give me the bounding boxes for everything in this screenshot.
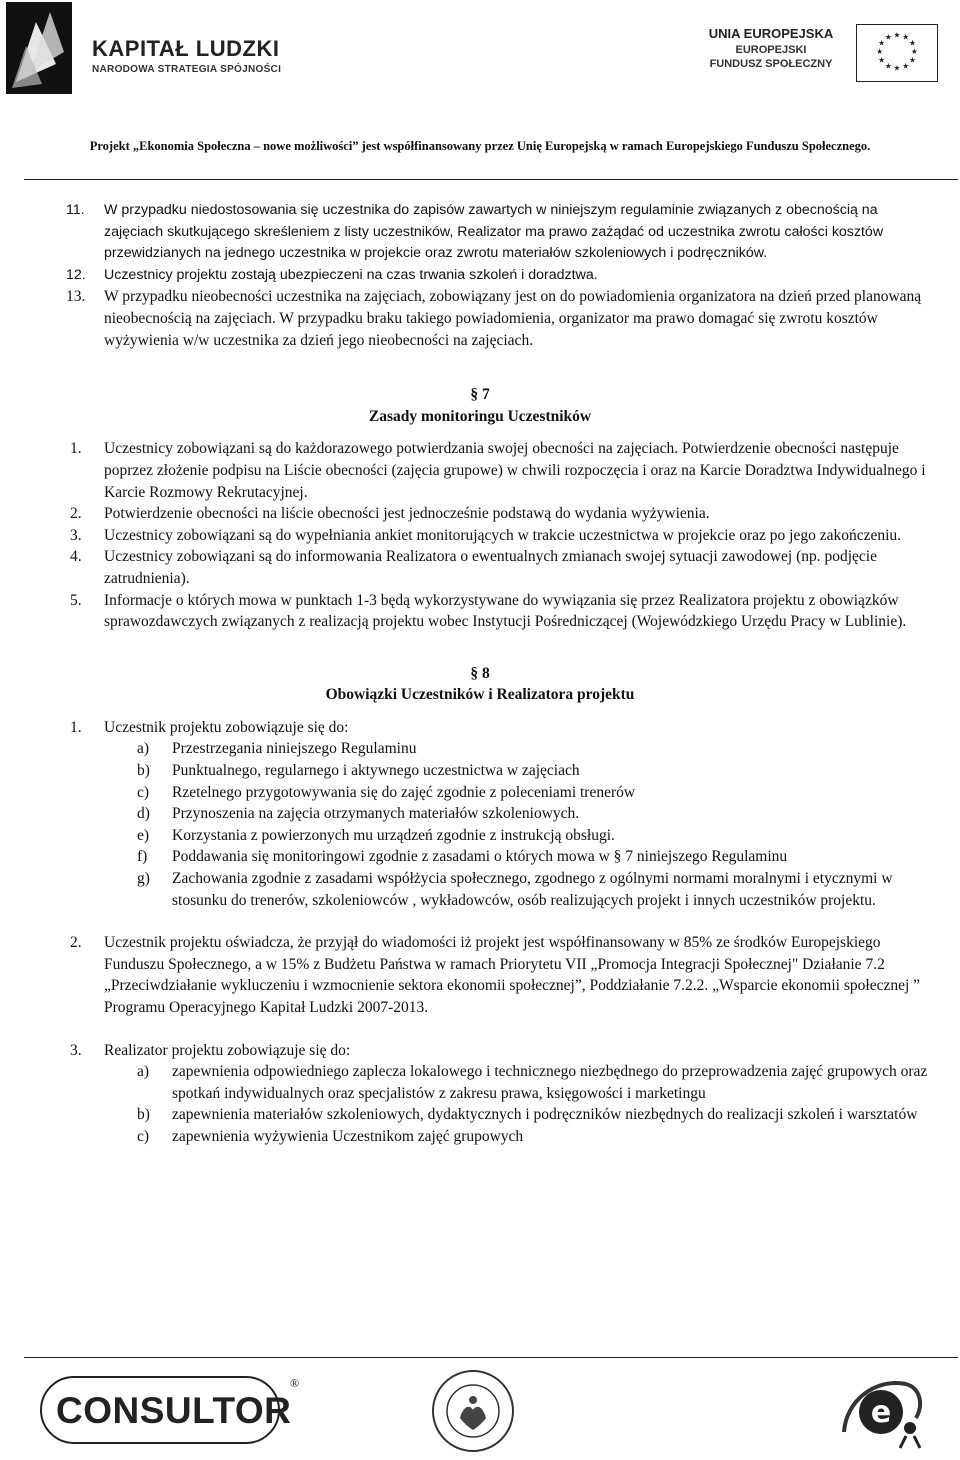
list-item [0,590,930,633]
sub-item [0,1061,930,1104]
kapital-ludzki-emblem-icon [6,2,72,94]
section-7-number: § 7 [470,386,490,404]
consultor-logo-text: CONSULTOR [56,1390,292,1431]
sub-item [0,846,930,868]
charity-badge-icon [430,1368,516,1454]
list-item [0,286,930,351]
svg-text:★: ★ [902,61,910,71]
item-number: 1. [70,440,82,458]
sub-item-text: zapewnienia odpowiedniego zaplecza lokalowego i technicznego niezbędnego do przeprowadzenia zajęć grupowych oraz spotkań indywidualnych oraz specjalistów z zakresu prawa, księgowości i marketingu [172,1063,928,1102]
eu-logo-line3: FUNDUSZ SPOŁECZNY [709,58,833,70]
list-item [0,265,930,287]
sub-item-text: Przynoszenia na zajęcia otrzymanych materiałów szkoleniowych. [172,805,580,823]
item-number: 11. [66,202,85,218]
eu-logo-line2: EUROPEJSKI [735,44,807,56]
svg-text:★: ★ [878,55,886,65]
svg-text:★: ★ [876,46,884,56]
item-number: 4. [70,548,82,566]
sub-item-text: Rzetelnego przygotowywania się do zajęć zgodnie z poleceniami trenerów [172,783,636,801]
sub-item-label: b) [137,762,150,780]
sub-item-label: c) [137,783,150,801]
list-item [0,525,930,547]
section-7-title: Zasady monitoringu Uczestników [368,407,592,425]
sub-item-label: a) [137,740,150,758]
svg-text:e: e [870,1395,892,1430]
item-text: Potwierdzenie obecności na liście obecności jest jednocześnie podstawą do wydania wyżywienia. [104,505,710,523]
page-header [0,0,960,153]
item-number: 2. [70,505,82,523]
eu-logo [700,24,940,84]
sub-item-label: e) [137,826,150,844]
list-item [0,200,930,265]
eu-flag-icon [856,24,938,82]
sub-item-text: zapewnienia materiałów szkoleniowych, dydaktycznych i podręczników niezbędnych do realizacji szkoleń i warsztatów [172,1106,918,1124]
sub-item-label: g) [137,870,150,888]
sub-item [0,825,930,847]
kapital-ludzki-title: KAPITAŁ LUDZKI [92,36,280,61]
sub-item-label: c) [137,1127,150,1145]
sub-item [0,1104,930,1126]
kapital-ludzki-subtitle: NARODOWA STRATEGIA SPÓJNOŚCI [92,64,282,75]
sub-item [0,1126,930,1148]
item-number: 5. [70,591,82,609]
sub-item-label: b) [137,1106,150,1124]
sub-item-text: Punktualnego, regularnego i aktywnego uczestnictwa w zajęciach [172,762,580,780]
item-text: Uczestnicy zobowiązani są do każdorazowego potwierdzania swojej obecności na zajęciach. Potwierdzenie obecności następuje poprzez złożenie podpisu na Liście obecności (zajęcia grupowe) w chwili rozpoczęcia i oraz na Karcie Doradztwa Indywidualnego i Karcie Rozmowy Rekrutacyjnej. [104,440,926,501]
sub-item [0,803,930,825]
regulation-content [0,200,960,1148]
item-text: W przypadku niedostosowania się uczestnika do zapisów zawartych w niniejszym regulaminie związanych z obecnością na zajęciach skutkującego skreśleniem z listy uczestników, Realizator ma prawo zażądać od uczestnika zwrotu całości kosztów przewidzianych na jednego uczestnika w projekcie oraz zwrotu materiałów szkoleniowych i podręczników. [104,202,884,262]
item-number: 1. [70,718,82,736]
svg-text:★: ★ [884,32,892,42]
svg-text:★: ★ [910,46,918,56]
svg-text:★: ★ [908,55,916,65]
svg-text:★: ★ [884,61,892,71]
section-8-number: § 8 [470,664,490,682]
footer-divider [24,1357,958,1358]
section-8-title: Obowiązki Uczestników i Realizatora projektu [325,686,635,704]
svg-text:★: ★ [878,38,886,48]
item-text: Uczestnicy zobowiązani są do informowania Realizatora o ewentualnych zmianach swojej sytuacji zawodowej (np. podjęcie zatrudnienia). [104,548,877,587]
list-item [0,932,930,1018]
project-cofinancing-note: Projekt „Ekonomia Społeczna – nowe możliwości” jest współfinansowany przez Unię Europejską w ramach Europejskiego Funduszu Społecznego. [89,139,871,153]
e-logo-icon [836,1370,926,1450]
sub-item-text: Korzystania z powierzonych mu urządzeń zgodnie z instrukcją obsługi. [172,826,615,844]
item-text: Uczestnicy projektu zostają ubezpieczeni na czas trwania szkoleń i doradztwa. [104,266,598,283]
item-number: 3. [70,526,82,544]
item-text: Realizator projektu zobowiązuje się do: [104,1041,351,1059]
sub-item-text: Przestrzegania niniejszego Regulaminu [172,740,417,758]
list-item [0,1040,930,1062]
header-divider [24,179,958,180]
consultor-logo [40,1376,292,1444]
svg-text:★: ★ [902,32,910,42]
item-number: 2. [70,934,82,952]
item-number: 12. [66,266,86,283]
item-number: 3. [70,1041,82,1059]
svg-text:★: ★ [908,38,916,48]
sub-item [0,738,930,760]
item-number: 13. [66,288,86,306]
eu-logo-line1: UNIA EUROPEJSKA [708,26,834,41]
sub-item [0,782,930,804]
sub-item-text: zapewnienia wyżywienia Uczestnikom zajęć grupowych [172,1127,524,1145]
item-text: W przypadku nieobecności uczestnika na zajęciach, zobowiązany jest on do powiadomienia organizatora na dzień przed planowaną nieobecnością na zajęciach. W przypadku braku takiego powiadomienia, organizator ma prawo domagać się zwrotu kosztów wyżywienia w/w uczestnika za dzień jego nieobecności na zajęciach. [104,288,922,349]
item-text: Uczestnik projektu oświadcza, że przyjął do wiadomości iż projekt jest współfinansowany w 85% ze środków Europejskiego Funduszu Społecznego, a w 15% z Budżetu Państwa w ramach Priorytetu VII „Promocja Integracji Społecznej" Działanie 7.2 „Przeciwdziałanie wykluczeniu i wzmocnienie sektora ekonomii społecznej”, Poddziałanie 7.2.2. „Wsparcie ekonomii społecznej ” Programu Operacyjnego Kapitał Ludzki 2007-2013. [104,934,921,1016]
sub-item-label: d) [137,805,150,823]
item-text: Informacje o których mowa w punktach 1-3 będą wykorzystywane do wywiązania się przez Realizatora projektu z obowiązków sprawozdawczych związanych z realizacją projektu wobec Instytucji Pośredniczącej (Wojewódzkiego Urzędu Pracy w Lublinie). [104,591,907,631]
item-text: Uczestnik projektu zobowiązuje się do: [104,718,349,736]
svg-text:★: ★ [893,63,901,73]
sub-item-text: Zachowania zgodnie z zasadami współżycia społecznego, zgodnego z ogólnymi normami moralnymi i etycznymi w stosunku do trenerów, szkoleniowców , wykładowców, osób realizujących projekt i innych uczestników projektu. [172,870,893,909]
svg-text:★: ★ [893,30,901,40]
sub-item [0,760,930,782]
list-item [0,438,930,503]
sub-item-text: Poddawania się monitoringowi zgodnie z zasadami o których mowa w § 7 niniejszego Regulaminu [172,848,788,866]
item-text: Uczestnicy zobowiązani są do wypełniania ankiet monitorujących w trakcie uczestnictwa w projekcie oraz po jego zakończeniu. [104,526,902,544]
kapital-ludzki-logo [6,2,296,94]
list-item [0,717,930,739]
list-item [0,503,930,525]
sub-item-label: f) [137,848,148,866]
sub-item-label: a) [137,1063,150,1081]
list-item [0,546,930,589]
sub-item [0,868,930,911]
registered-mark: ® [290,1376,300,1390]
